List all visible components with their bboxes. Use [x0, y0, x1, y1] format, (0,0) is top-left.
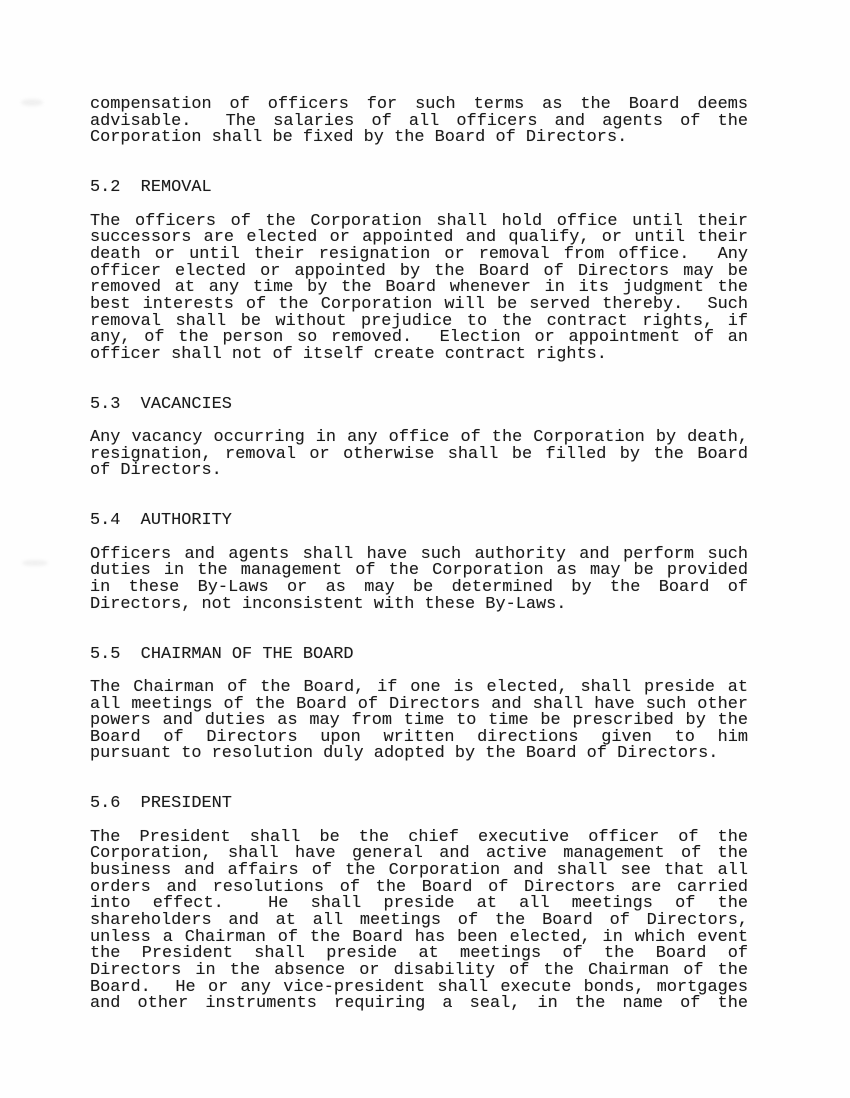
- section-heading: 5.5 CHAIRMAN OF THE BOARD: [90, 644, 354, 664]
- section-heading: 5.6 PRESIDENT: [90, 794, 232, 814]
- text-line: pursuant to resolution duly adopted by the Board of Directors.: [90, 744, 719, 764]
- paragraph: [90, 544, 748, 614]
- text-line: in these By-Laws or as may be determined by the Board of: [90, 577, 748, 597]
- scan-smudge: [22, 560, 48, 566]
- document-page: [90, 97, 748, 1013]
- paragraph: [90, 211, 748, 364]
- text-line: Corporation shall be fixed by the Board of Directors.: [90, 128, 628, 148]
- text-line: The Chairman of the Board, if one is elected, shall preside at: [90, 677, 748, 697]
- text-line: resignation, removal or otherwise shall be filled by the Board: [90, 444, 748, 464]
- text-line: of Directors.: [90, 461, 222, 481]
- text-line: removal shall be without prejudice to the contract rights, if: [90, 311, 748, 331]
- text-line: advisable. The salaries of all officers and agents of the: [90, 111, 748, 131]
- text-line: compensation of officers for such terms as the Board deems: [90, 95, 748, 114]
- text-line: into effect. He shall preside at all meetings of the: [90, 894, 748, 914]
- text-line: powers and duties as may from time to time be prescribed by the: [90, 711, 748, 731]
- text-line: Board of Directors upon written directions given to him: [90, 727, 748, 747]
- scan-smudge: [21, 99, 43, 106]
- text-line: Directors, not inconsistent with these By-Laws.: [90, 594, 567, 614]
- text-line: business and affairs of the Corporation and shall see that all: [90, 861, 748, 881]
- paragraph: [90, 827, 748, 1014]
- text-line: Directors in the absence or disability of the Chairman of the: [90, 960, 748, 980]
- text-line: unless a Chairman of the Board has been elected, in which event: [90, 927, 748, 947]
- text-line: and other instruments requiring a seal, in the name of the: [90, 994, 748, 1014]
- text-line: Board. He or any vice-president shall execute bonds, mortgages: [90, 977, 748, 997]
- text-line: removed at any time by the Board whenever in its judgment the: [90, 278, 748, 298]
- section-heading: 5.4 AUTHORITY: [90, 511, 232, 531]
- text-line: orders and resolutions of the Board of Directors are carried: [90, 877, 748, 897]
- text-line: officer elected or appointed by the Board of Directors may be: [90, 261, 748, 281]
- text-line: officer shall not of itself create contract rights.: [90, 344, 607, 364]
- text-line: The officers of the Corporation shall hold office until their: [90, 211, 748, 231]
- text-line: the President shall preside at meetings of the Board of: [90, 944, 748, 964]
- section-heading: 5.2 REMOVAL: [90, 178, 212, 198]
- text-line: The President shall be the chief executive officer of the: [90, 827, 748, 847]
- section-heading: 5.3 VACANCIES: [90, 394, 232, 414]
- text-line: duties in the management of the Corporation as may be provided: [90, 561, 748, 581]
- text-line: any, of the person so removed. Election or appointment of an: [90, 328, 748, 348]
- text-line: Any vacancy occurring in any office of the Corporation by death,: [90, 428, 748, 448]
- text-line: shareholders and at all meetings of the Board of Directors,: [90, 911, 748, 930]
- paragraph: [90, 677, 748, 764]
- text-line: death or until their resignation or removal from office. Any: [90, 244, 748, 264]
- text-line: Corporation, shall have general and active management of the: [90, 844, 748, 864]
- text-line: Officers and agents shall have such authority and perform such: [90, 544, 748, 564]
- paragraph: [90, 97, 748, 147]
- text-line: best interests of the Corporation will be served thereby. Such: [90, 294, 748, 314]
- paragraph: [90, 430, 748, 480]
- text-line: successors are elected or appointed and qualify, or until their: [90, 228, 748, 248]
- text-line: all meetings of the Board of Directors and shall have such other: [90, 694, 748, 714]
